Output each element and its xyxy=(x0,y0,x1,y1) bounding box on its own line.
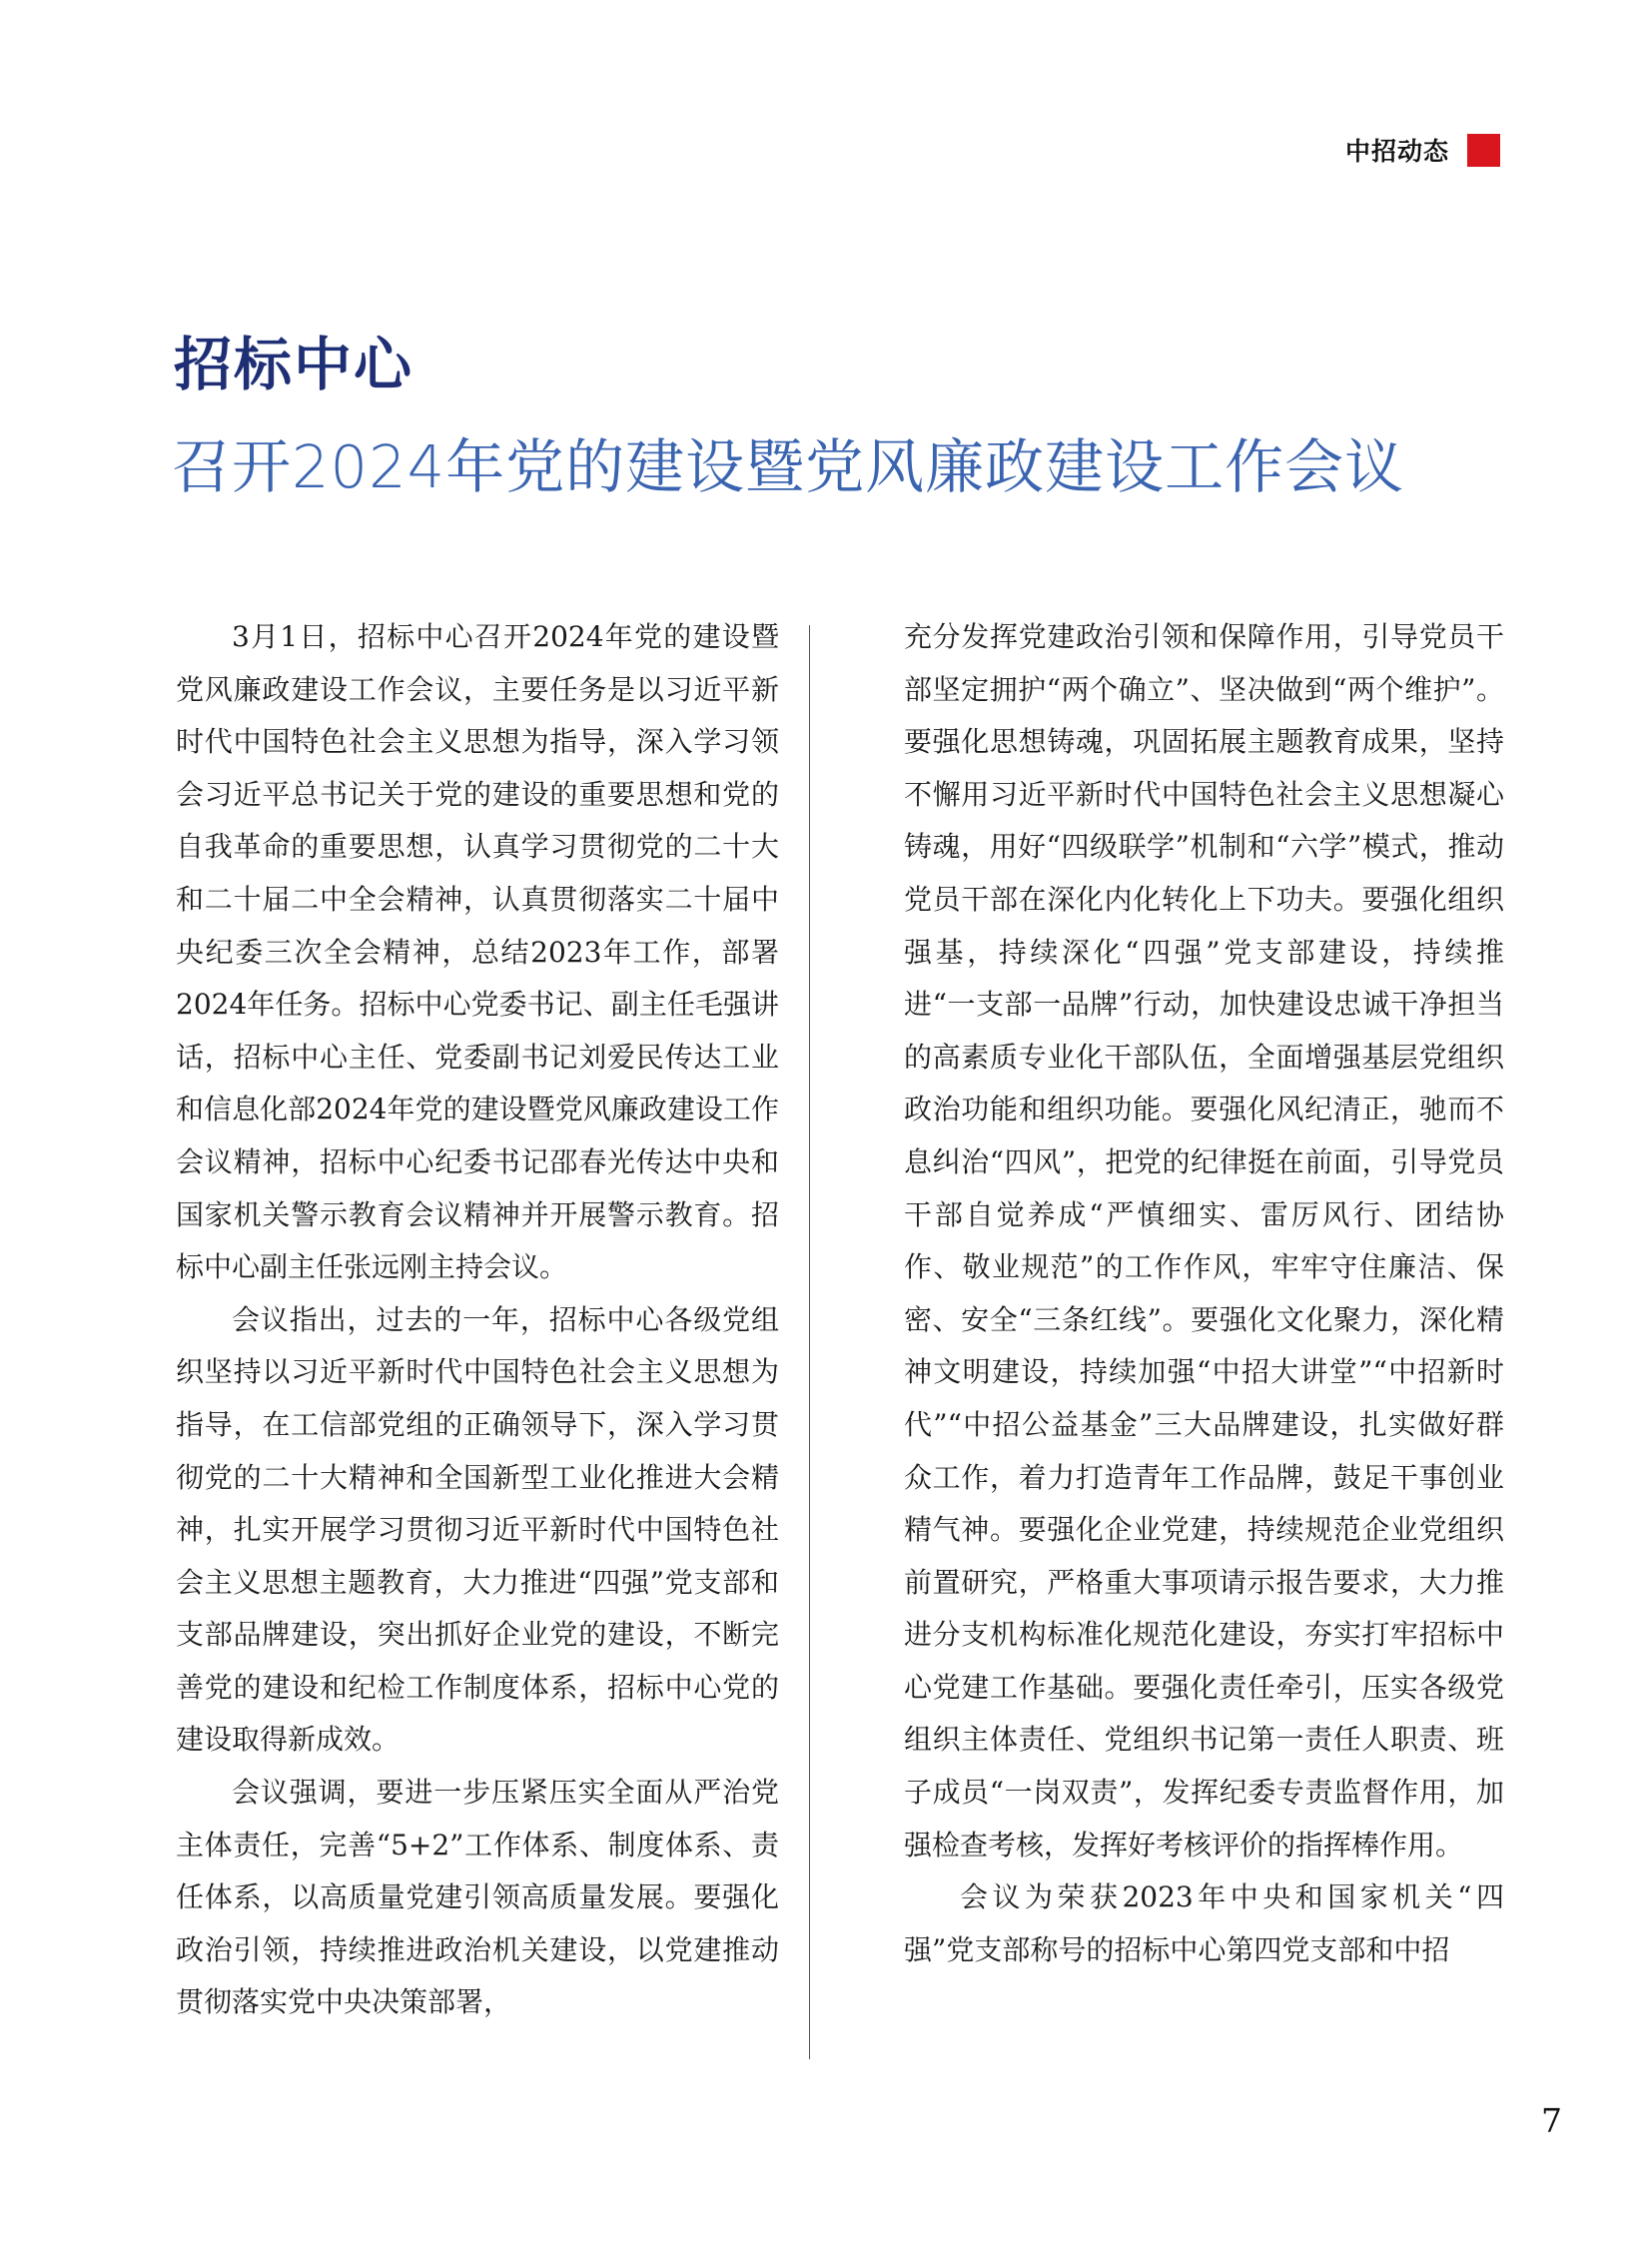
paragraph: 会议为荣获2023年中央和国家机关“四强”党支部称号的招标中心第四党支部和中招 xyxy=(904,1880,1504,1966)
paragraph: 会议指出，过去的一年，招标中心各级党组织坚持以习近平新时代中国特色社会主义思想为指导，在工信部党组的正确领导下，深入学习贯彻党的二十大精神和全国新型工业化推进大会精神，扎实开展学习贯彻习近平新时代中国特色社会主义思想主题教育，大力推进“四强”党支部和支部品牌建设，突出抓好企业党的建设，不断完善党的建设和纪检工作制度体系，招标中心党的建设取得新成效。 xyxy=(176,1302,779,1757)
article-subtitle: 召开2024年党的建设暨党风廉政建设工作会议 xyxy=(172,432,1405,501)
paragraph: 充分发挥党建政治引领和保障作用，引导党员干部坚定拥护“两个确立”、坚决做到“两个维护”。要强化思想铸魂，巩固拓展主题教育成果，坚持不懈用习近平新时代中国特色社会主义思想凝心铸魂，用好“四级联学”机制和“六学”模式，推动党员干部在深化内化转化上下功夫。要强化组织强基，持续深化“四强”党支部建设，持续推进“一支部一品牌”行动，加快建设忠诚干净担当的高素质专业化干部队伍，全面增强基层党组织政治功能和组织功能。要强化风纪清正，驰而不息纠治“四风”，把党的纪律挺在前面，引导党员干部自觉养成“严慎细实、雷厉风行、团结协作、敬业规范”的工作作风，牢牢守住廉洁、保密、安全“三条红线”。要强化文化聚力，深化精神文明建设，持续加强“中招大讲堂”“中招新时代”“中招公益基金”三大品牌建设，扎实做好群众工作，着力打造青年工作品牌，鼓足干事创业精气神。要强化企业党建，持续规范企业党组织前置研究，严格重大事项请示报告要求，大力推进分支机构标准化规范化建设，夯实打牢招标中心党建工作基础。要强化责任牵引，压实各级党组织主体责任、党组织书记第一责任人职责、班子成员“一岗双责”，发挥纪委专责监督作用，加强检查考核，发挥好考核评价的指挥棒作用。 xyxy=(904,620,1504,1862)
paragraph: 3月1日，招标中心召开2024年党的建设暨党风廉政建设工作会议，主要任务是以习近平新时代中国特色社会主义思想为指导，深入学习领会习近平总书记关于党的建设的重要思想和党的自我革命的重要思想，认真学习贯彻党的二十大和二十届二中全会精神，认真贯彻落实二十届中央纪委三次全会精神，总结2023年工作，部署2024年任务。招标中心党委书记、副主任毛强讲话，招标中心主任、党委副书记刘爱民传达工业和信息化部2024年党的建设暨党风廉政建设工作会议精神，招标中心纪委书记邵春光传达中央和国家机关警示教育会议精神并开展警示教育。招标中心副主任张远刚主持会议。 xyxy=(176,620,779,1284)
paragraph: 会议强调，要进一步压紧压实全面从严治党主体责任，完善“5+2”工作体系、制度体系、责任体系，以高质量党建引领高质量发展。要强化政治引领，持续推进政治机关建设，以党建推动贯彻落实党中央决策部署， xyxy=(176,1776,779,2019)
section-marker-icon xyxy=(1467,134,1500,167)
section-label: 中招动态 xyxy=(1344,137,1449,166)
right-column xyxy=(904,611,1504,1976)
left-column xyxy=(176,611,779,2029)
column-divider xyxy=(809,625,810,2059)
page-number: 7 xyxy=(1541,2101,1562,2140)
article-title: 招标中心 xyxy=(174,331,414,398)
section-header xyxy=(1345,132,1500,168)
